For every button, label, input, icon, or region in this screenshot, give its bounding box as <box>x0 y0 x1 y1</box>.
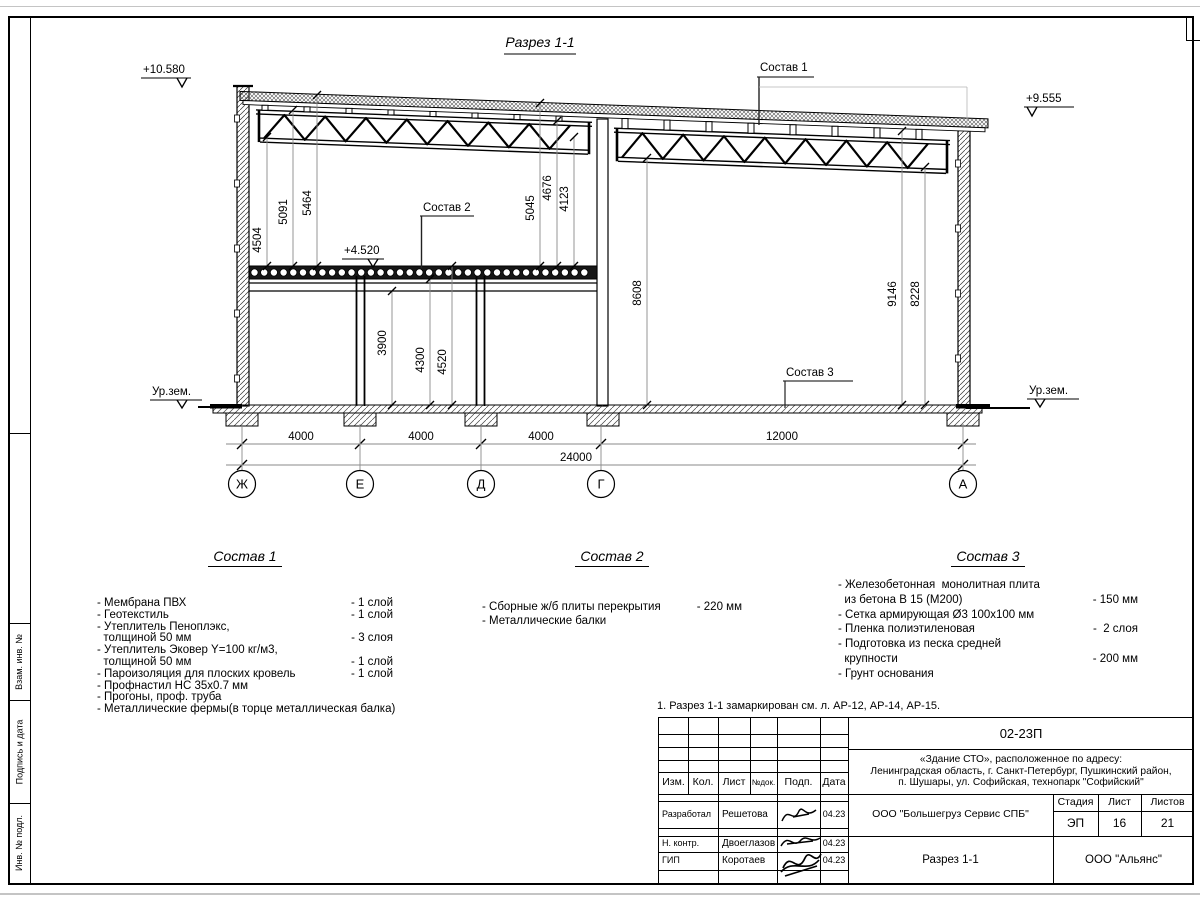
col-list: Лист <box>722 776 746 789</box>
composition3-list <box>838 578 1138 682</box>
axis-label: А <box>958 476 968 492</box>
item-text: - Сборные ж/б плиты перекрытия <box>482 601 661 613</box>
item-text: - Металлические фермы(в торце металлическая балка) <box>97 703 396 716</box>
list-item <box>838 652 1138 667</box>
ground-floor <box>198 404 1030 426</box>
col-podp: Подп. <box>784 776 813 789</box>
composition1-header: Состав 1 <box>97 548 393 566</box>
date-razrabotal: 04.23 <box>822 808 846 819</box>
sheet-edge-bottom <box>0 893 1200 895</box>
sheets-value: 21 <box>1160 815 1175 830</box>
item-qty: - 1 слой <box>350 608 393 621</box>
item-qty: - 200 мм <box>1092 652 1138 665</box>
item-text: - Профнастил НС 35х0.7 мм <box>97 679 248 692</box>
callout-sostav3: Состав 3 <box>786 367 834 379</box>
dim-label: 12000 <box>766 431 798 443</box>
item-text: из бетона В 15 (М200) <box>838 593 963 606</box>
drawing-name: Разрез 1-1 <box>922 853 979 866</box>
callout-sostav2: Состав 2 <box>423 202 471 214</box>
list-item <box>838 622 1138 637</box>
list-item <box>838 593 1138 608</box>
list-item <box>482 615 742 629</box>
date-gip: 04.23 <box>822 855 846 866</box>
floor-slab <box>249 266 597 291</box>
stage-label: Стадия <box>1057 795 1094 808</box>
item-text: крупности <box>838 652 898 665</box>
ground-level-right: Ур.зем. <box>1029 385 1069 397</box>
col-kol: Кол. <box>692 776 714 789</box>
axis-bubbles <box>229 471 977 498</box>
margin-label-inv: Инв. № подл. <box>14 814 24 872</box>
list-item <box>838 667 1138 682</box>
columns <box>357 276 485 406</box>
stamp-line <box>659 734 848 735</box>
list-item <box>97 657 393 669</box>
item-text: - Утеплитель Пеноплэкс, <box>97 620 230 633</box>
item-qty: - 1 слой <box>350 655 393 668</box>
dim-label: 4000 <box>288 431 314 443</box>
title-block <box>658 717 1193 884</box>
item-qty: - 2 слоя <box>1092 623 1138 636</box>
item-text: толщиной 50 мм <box>97 655 192 668</box>
list-item <box>838 608 1138 623</box>
org-bottom: ООО "Альянс" <box>1085 853 1162 866</box>
item-text: - Сетка армирующая Ø3 100х100 мм <box>838 608 1035 621</box>
elevation-left: +10.580 <box>143 64 185 76</box>
item-qty: - 1 слой <box>350 667 393 680</box>
dim-label: 4000 <box>408 431 434 443</box>
item-text: - Утеплитель Эковер Y=100 кг/м3, <box>97 644 278 657</box>
col-ndok: №док. <box>751 778 776 788</box>
callout-sostav1: Состав 1 <box>760 62 808 74</box>
item-qty: - 1 слой <box>350 597 393 609</box>
name-dvoeglazov: Двоеглазов <box>722 838 776 850</box>
item-text: - Прогоны, проф. труба <box>97 691 222 704</box>
list-item <box>97 610 393 622</box>
dim-label: 4000 <box>528 431 554 443</box>
col-data: Дата <box>822 776 846 789</box>
axis-label: Ж <box>235 476 249 492</box>
list-item <box>97 669 393 681</box>
signature-nkontr-gip <box>777 832 823 882</box>
dim-label: 5464 <box>302 190 314 216</box>
stage-value: ЭП <box>1066 815 1085 830</box>
list-item <box>838 578 1138 593</box>
list-item <box>97 703 396 716</box>
col-izm: Изм. <box>662 776 685 789</box>
org-top: ООО "Большегруз Сервис СПБ" <box>872 808 1029 821</box>
object-address-line: «Здание СТО», расположенное по адресу: <box>919 754 1123 766</box>
object-address-line: Ленинградская область, г. Санкт-Петербург, Пушкинский район, <box>870 765 1172 777</box>
date-nkontr: 04.23 <box>822 838 846 849</box>
dim-label: 5045 <box>525 195 537 221</box>
drawing-title: Разрез 1-1 <box>505 34 575 50</box>
margin-label-vzam: Взам. инв. № <box>14 633 25 690</box>
elevation-slab: +4.520 <box>344 245 380 257</box>
stamp-line <box>659 794 848 795</box>
margin-label-podpis: Подпись и дата <box>14 719 25 784</box>
item-text: - Грунт основания <box>838 667 934 680</box>
dim-label: 8228 <box>910 281 922 307</box>
dim-label: 9146 <box>887 281 899 307</box>
object-address-line: п. Шушары, ул. Софийская, технопарк "Софийский" <box>898 777 1144 789</box>
composition2-list <box>482 601 742 628</box>
composition1-list <box>97 597 396 716</box>
item-text: - Геотекстиль <box>97 608 169 621</box>
role-nkontr: Н. контр. <box>662 838 700 849</box>
object-address <box>848 749 1194 794</box>
item-qty: - 3 слоя <box>351 632 393 645</box>
composition2-header: Состав 2 <box>482 548 742 566</box>
item-text: - Пароизоляция для плоских кровель <box>97 667 296 680</box>
signature-razrabotal <box>779 803 819 827</box>
dim-label: 4504 <box>252 227 264 253</box>
sheet-note: 1. Разрез 1-1 замаркирован см. л. АР-12, АР-14, АР-15. <box>657 700 941 712</box>
sheet-label: Лист <box>1108 795 1131 808</box>
dim-label: 4123 <box>559 186 571 212</box>
sheets-label: Листов <box>1150 795 1185 808</box>
item-qty: - 150 мм <box>1092 593 1138 606</box>
item-text: толщиной 50 мм <box>97 632 192 645</box>
dim-label: 4520 <box>437 349 449 375</box>
stamp-line <box>659 828 848 829</box>
item-text: - Мембрана ПВХ <box>97 597 187 609</box>
item-text: - Пленка полиэтиленовая <box>838 623 975 636</box>
dim-label: 4676 <box>542 175 554 201</box>
item-qty: - 220 мм <box>696 601 742 613</box>
dim-label-total: 24000 <box>560 452 592 464</box>
sheet-value: 16 <box>1112 815 1127 830</box>
elevation-right: +9.555 <box>1026 93 1062 105</box>
composition3-header: Состав 3 <box>838 548 1138 566</box>
stamp-line <box>659 760 848 761</box>
doc-number: 02-23П <box>999 725 1043 741</box>
item-text: - Железобетонная монолитная плита <box>838 579 1040 591</box>
ground-level-left: Ур.зем. <box>152 386 192 398</box>
axis-label: Е <box>355 476 365 492</box>
stamp-line <box>659 747 848 748</box>
role-gip: ГИП <box>662 855 680 866</box>
dim-label: 5091 <box>278 199 290 225</box>
bottom-dimensions <box>226 424 976 470</box>
item-text: - Металлические балки <box>482 614 607 627</box>
list-item <box>838 637 1138 652</box>
axis-label: Г <box>597 476 605 492</box>
role-razrabotal: Разработал <box>662 808 711 819</box>
dim-label: 3900 <box>377 330 389 356</box>
name-korotaev: Коротаев <box>722 855 766 867</box>
name-reshetova: Решетова <box>722 808 768 820</box>
dim-label: 4300 <box>415 347 427 373</box>
dim-label: 8608 <box>632 280 644 306</box>
list-item <box>482 601 742 615</box>
item-text: - Подготовка из песка средней <box>838 638 1002 651</box>
axis-label: Д <box>476 476 486 492</box>
